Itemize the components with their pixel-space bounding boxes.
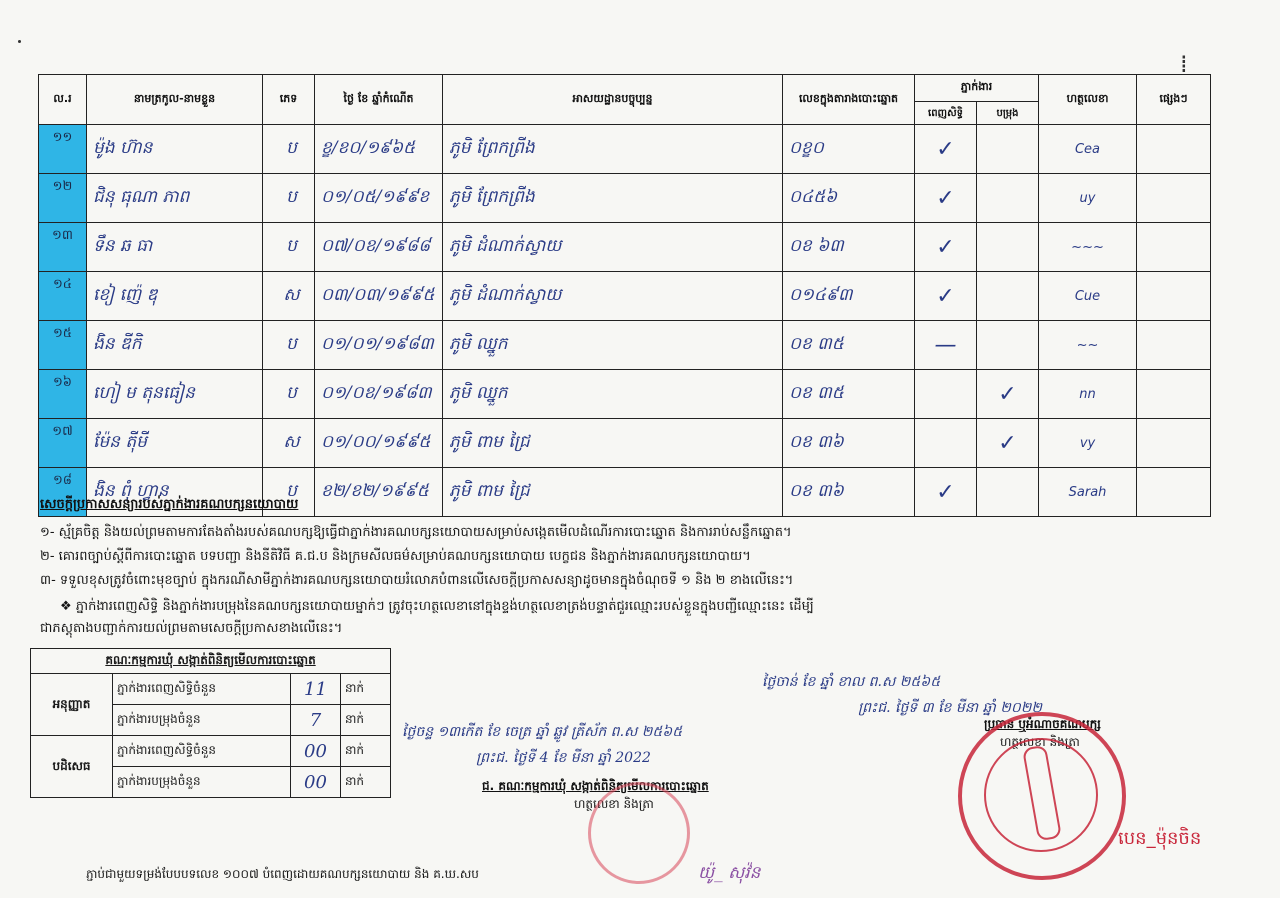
row-note (1137, 468, 1211, 517)
row-full-mark: ✓ (915, 272, 977, 321)
row-full-mark: — (915, 321, 977, 370)
row-number: ១៦ (39, 370, 87, 419)
declaration-item: ៣- ទទួលខុសត្រូវចំពោះមុខច្បាប់ ក្នុងករណីសាមីភ្នាក់ងារគណបក្សនយោបាយរំលោភបំពានលើសេចក្តីប្រកាសសន្យាដូចមានក្នុងចំណុចទី ១ និង ២ ខាងលើនេះ។ (40, 573, 794, 588)
row-dob: ០១/០ខ/១៩៨៣ (315, 370, 443, 419)
row-signature: nn (1039, 370, 1137, 419)
unit-label: នាក់ (341, 705, 391, 736)
party-date-solar: ព្រះជ. ថ្ងៃទី ៣ ខែ មីនា ឆ្នាំ ២០២២ (858, 700, 1043, 716)
approve-full-count: 11 (291, 674, 341, 705)
row-full-mark: ✓ (915, 125, 977, 174)
reject-reserve-label: ភ្នាក់ងារបម្រុងចំនួន (113, 767, 291, 798)
approve-reserve-label: ភ្នាក់ងារបម្រុងចំនួន (113, 705, 291, 736)
header-agent: ភ្នាក់ងារ (915, 75, 1039, 102)
row-sex: ប (263, 468, 315, 517)
row-dob: ខ២/ខ២/១៩៩៥ (315, 468, 443, 517)
row-name: ងិន ពុំ ហ្វាន (87, 468, 263, 517)
row-sex: ប (263, 370, 315, 419)
row-signature: Cea (1039, 125, 1137, 174)
row-reserve-mark (977, 223, 1039, 272)
row-reserve-mark (977, 468, 1039, 517)
row-address: ភូមិ ព្រែកព្រីង (443, 174, 783, 223)
row-dob: ០៣/០៣/១៩៩៥ (315, 272, 443, 321)
party-signer-name: បេន_ម៉ុនចិន (1118, 828, 1202, 849)
party-seal (958, 712, 1126, 880)
commune-sign-label: ហត្ថលេខា និងត្រា (574, 797, 654, 811)
vote-summary-title: គណៈកម្មការឃុំ សង្កាត់ពិនិត្យមើលការបោះឆ្នោត (31, 649, 391, 674)
row-note (1137, 125, 1211, 174)
reject-label: បដិសេធ (31, 736, 113, 798)
row-reserve-mark (977, 125, 1039, 174)
row-address: ភូមិ ព្រែកព្រីង (443, 125, 783, 174)
row-reserve-mark (977, 174, 1039, 223)
row-full-mark (915, 419, 977, 468)
row-dob: ០១/០០/១៩៩៥ (315, 419, 443, 468)
declaration-note-cont: ជាភស្តុតាងបញ្ជាក់ការយល់ព្រមតាមសេចក្តីប្រកាសខាងលើនេះ។ (40, 621, 343, 636)
row-number: ១២ (39, 174, 87, 223)
row-note (1137, 223, 1211, 272)
row-address: ភូមិ ឈ្នួក (443, 321, 783, 370)
party-sign-label: ហត្ថលេខា និងត្រា (1000, 735, 1080, 749)
header-name: នាមត្រកូល-នាមខ្លួន (87, 75, 263, 125)
row-signature: vy (1039, 419, 1137, 468)
row-address: ភូមិ ដំណាក់ស្វាយ (443, 223, 783, 272)
reject-full-count: 00 (291, 736, 341, 767)
row-name: ងិន ឌីកិ (87, 321, 263, 370)
row-note (1137, 370, 1211, 419)
row-number: ១១ (39, 125, 87, 174)
row-sex: ប (263, 321, 315, 370)
row-number: ១៥ (39, 321, 87, 370)
row-number: ១៧ (39, 419, 87, 468)
declaration-title: សេចក្តីប្រកាសសន្យារបស់ភ្នាក់ងារគណបក្សនយោបាយ (40, 497, 299, 512)
row-voter-id: ០ខ ៣៦ (783, 468, 915, 517)
row-address: ភូមិ ពាម ជ្រៃ (443, 468, 783, 517)
row-voter-id: ០ខ ៣៦ (783, 419, 915, 468)
row-signature: Sarah (1039, 468, 1137, 517)
declaration-item: ១- ស្ម័គ្រចិត្ត និងយល់ព្រមតាមការតែងតាំងរបស់គណបក្សឱ្យធ្វើជាភ្នាក់ងារគណបក្សនយោបាយសម្រាប់សង្កេតមើលដំណើរការបោះឆ្នោត និងការរាប់សន្លឹកឆ្នោត។ (40, 525, 792, 540)
table-row (39, 272, 1211, 321)
declaration-item: ២- គោរពច្បាប់ស្តីពីការបោះឆ្នោត បទបញ្ជា និងនីតិវិធី គ.ជ.ប និងក្រមសីលធម៌សម្រាប់គណបក្សនយោបាយ បេក្ខជន និងភ្នាក់ងារគណបក្សនយោបាយ។ (40, 549, 751, 564)
row-dob: ០១/០១/១៩៨៣ (315, 321, 443, 370)
table-row (39, 174, 1211, 223)
party-date-lunar: ថ្ងៃចាន់ ខែ ឆ្នាំ ខាល ព.ស ២៥៦៥ (762, 674, 941, 690)
row-note (1137, 174, 1211, 223)
row-dob: ០១/០៥/១៩៩ខ (315, 174, 443, 223)
row-name: ហៀ ម តុនធៀន (87, 370, 263, 419)
agent-table (38, 74, 1211, 517)
row-reserve-mark: ✓ (977, 370, 1039, 419)
row-reserve-mark (977, 321, 1039, 370)
row-signature: ~~ (1039, 321, 1137, 370)
header-sex: ភេទ (263, 75, 315, 125)
row-note (1137, 419, 1211, 468)
header-reserve: បម្រុង (977, 102, 1039, 125)
row-reserve-mark (977, 272, 1039, 321)
header-dob: ថ្ងៃ ខែ ឆ្នាំកំណើត (315, 75, 443, 125)
row-voter-id: ០ខ ៦៣ (783, 223, 915, 272)
unit-label: នាក់ (341, 767, 391, 798)
table-row (39, 419, 1211, 468)
row-address: ភូមិ ឈ្នួក (443, 370, 783, 419)
header-id: លេខក្នុងតារាងបោះឆ្នោត (783, 75, 915, 125)
row-note (1137, 321, 1211, 370)
row-reserve-mark: ✓ (977, 419, 1039, 468)
row-full-mark (915, 370, 977, 419)
row-address: ភូមិ ដំណាក់ស្វាយ (443, 272, 783, 321)
header-address: អាសយដ្ឋានបច្ចុប្បន្ន (443, 75, 783, 125)
table-row (39, 125, 1211, 174)
row-sex: ប (263, 223, 315, 272)
vote-summary-table (30, 648, 391, 798)
party-role: ប្រធាន ឬអំណាចគណបក្ស (984, 717, 1101, 731)
row-voter-id: ០១៤៩៣ (783, 272, 915, 321)
row-sex: ប (263, 174, 315, 223)
declaration-note: ❖ ភ្នាក់ងារពេញសិទ្ធិ និងភ្នាក់ងារបម្រុងនៃគណបក្សនយោបាយម្នាក់ៗ ត្រូវចុះហត្ថលេខានៅក្នុងខ្ទង់ហត្ថលេខាត្រង់បន្ទាត់ជួរឈ្មោះរបស់ខ្លួនក្នុងបញ្ជីឈ្មោះនេះ ដើម្បី (60, 599, 814, 614)
corner-mark: ⁞ (1180, 50, 1188, 78)
row-full-mark: ✓ (915, 468, 977, 517)
approve-label: អនុញ្ញាត (31, 674, 113, 736)
row-name: ខៀ ញ៉េ ឌុ (87, 272, 263, 321)
commune-signer-name: យ៉ូ_ សុវ៉ន (698, 863, 761, 883)
header-signature: ហត្ថលេខា (1039, 75, 1137, 125)
row-address: ភូមិ ពាម ជ្រៃ (443, 419, 783, 468)
unit-label: នាក់ (341, 674, 391, 705)
row-number: ១៨ (39, 468, 87, 517)
row-name: ម៉ែន ត៉ីមី (87, 419, 263, 468)
commune-date-lunar: ថ្ងៃចន្ទ ១៣កើត ខែ ចេត្រ ឆ្នាំ ឆ្លូវ ត្រីស័ក ព.ស ២៥៦៥ (402, 724, 683, 740)
row-voter-id: ០ខ ៣៥ (783, 370, 915, 419)
row-sex: ប (263, 125, 315, 174)
header-no: ល.រ (39, 75, 87, 125)
row-voter-id: ០ខ្ខ០ (783, 125, 915, 174)
reject-reserve-count: 00 (291, 767, 341, 798)
row-name: ទឹន ឆ ធា (87, 223, 263, 272)
table-row (39, 321, 1211, 370)
row-sex: ស (263, 272, 315, 321)
header-note: ផ្សេងៗ (1137, 75, 1211, 125)
row-dob: ខ្ខ/ខ០/១៩៦៥ (315, 125, 443, 174)
row-signature: uy (1039, 174, 1137, 223)
commune-date-solar: ព្រះជ. ថ្ងៃទី 4 ខែ មីនា ឆ្នាំ 2022 (476, 750, 651, 766)
approve-full-label: ភ្នាក់ងារពេញសិទ្ធិចំនួន (113, 674, 291, 705)
row-name: ម៉ូង ហ៊ាន (87, 125, 263, 174)
row-signature: ~~~ (1039, 223, 1137, 272)
row-number: ១៤ (39, 272, 87, 321)
row-dob: ០៧/០ខ/១៩៨៨ (315, 223, 443, 272)
footnote: ភ្ជាប់ជាមួយទម្រង់បែបបទលេខ ១០០៧ បំពេញដោយគណបក្សនយោបាយ និង គ.ឃ.សប (86, 867, 479, 881)
approve-reserve-count: 7 (291, 705, 341, 736)
table-row (39, 370, 1211, 419)
row-sex: ស (263, 419, 315, 468)
header-full: ពេញសិទ្ធិ (915, 102, 977, 125)
row-name: ជិនុ ធុណា ភាព (87, 174, 263, 223)
unit-label: នាក់ (341, 736, 391, 767)
commune-role: ជ. គណៈកម្មការឃុំ សង្កាត់ពិនិត្យមើលការបោះឆ្នោត (482, 779, 709, 793)
commune-seal (588, 782, 690, 884)
scan-speck (18, 40, 21, 43)
row-number: ១៣ (39, 223, 87, 272)
table-row (39, 223, 1211, 272)
row-full-mark: ✓ (915, 174, 977, 223)
row-voter-id: ០៤៥៦ (783, 174, 915, 223)
reject-full-label: ភ្នាក់ងារពេញសិទ្ធិចំនួន (113, 736, 291, 767)
row-voter-id: ០ខ ៣៥ (783, 321, 915, 370)
row-signature: Cue (1039, 272, 1137, 321)
row-note (1137, 272, 1211, 321)
row-full-mark: ✓ (915, 223, 977, 272)
